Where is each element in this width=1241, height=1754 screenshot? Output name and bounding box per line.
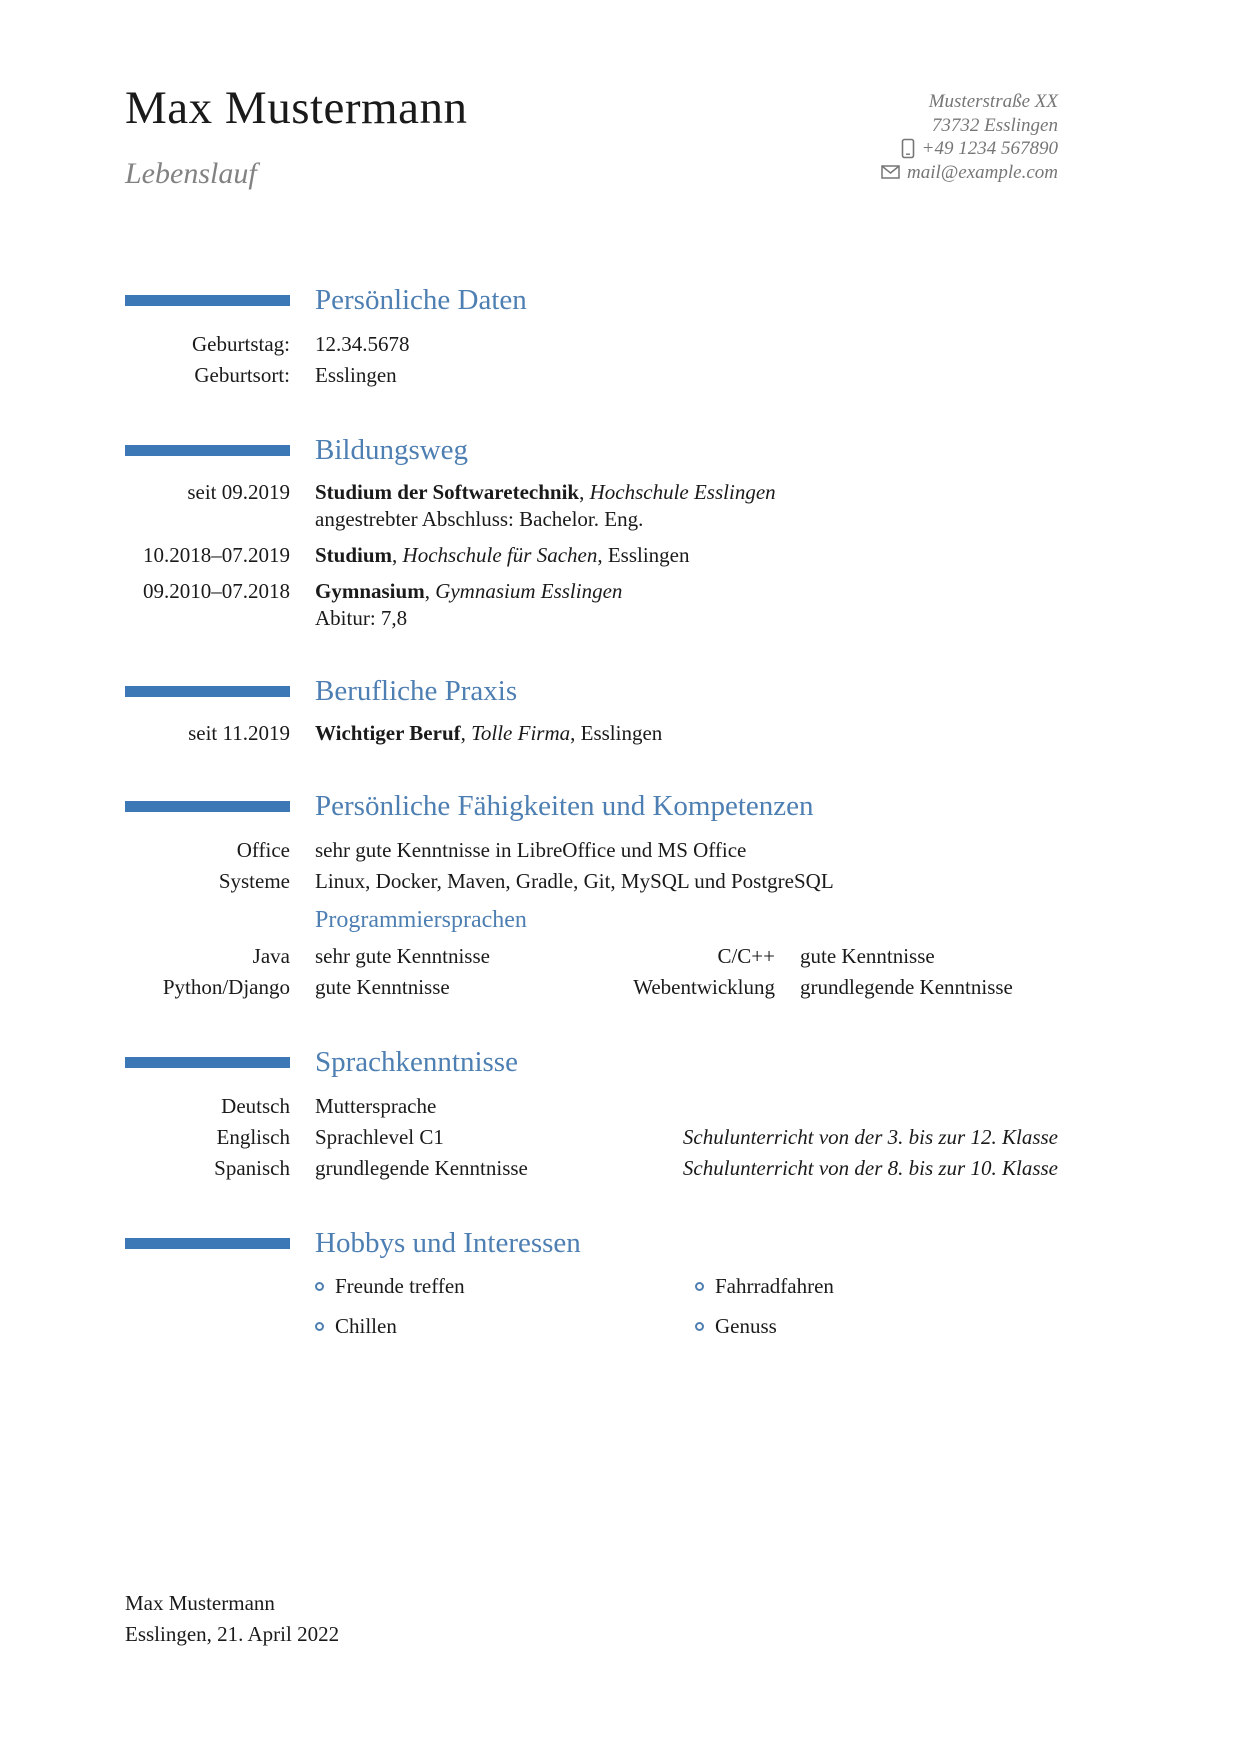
entry-sep: ,	[597, 543, 608, 568]
section-bar	[125, 1057, 290, 1068]
section-title: Berufliche Praxis	[315, 675, 518, 708]
circle-bullet-icon	[695, 1322, 704, 1331]
section-bar	[125, 686, 290, 697]
language-name: Spanisch	[214, 1156, 290, 1181]
section-header-personal	[125, 283, 1058, 317]
entry-date: 09.2010–07.2018	[143, 579, 290, 604]
entry-sep: ,	[570, 721, 581, 746]
circle-bullet-icon	[695, 1282, 704, 1291]
entry-title: Wichtiger Beruf	[315, 721, 461, 746]
hobby-item	[695, 1312, 1058, 1341]
entry-organisation: Gymnasium Esslingen	[435, 579, 623, 604]
row-value: sehr gute Kenntnisse in LibreOffice und MS Office	[315, 838, 747, 863]
skill-level: sehr gute Kenntnisse	[315, 944, 490, 969]
entry-sep: ,	[579, 480, 590, 505]
education-entry	[125, 578, 1058, 632]
section-bar	[125, 445, 290, 456]
contact-address-line1: Musterstraße XX	[928, 91, 1058, 112]
contact-address-line2: 73732 Esslingen	[931, 114, 1058, 136]
language-note: Schulunterricht von der 8. bis zur 10. Klasse	[682, 1156, 1058, 1181]
entry-note: angestrebter Abschluss: Bachelor. Eng.	[315, 507, 644, 532]
entry-heading	[315, 479, 1058, 506]
row-label: Geburtsort:	[194, 363, 290, 388]
skill-label: C/C++	[717, 944, 775, 969]
row-value: Linux, Docker, Maven, Gradle, Git, MySQL und PostgreSQL	[315, 869, 834, 894]
entry-organisation: Tolle Firma	[471, 721, 571, 746]
language-level: Muttersprache	[315, 1094, 437, 1119]
section-work	[125, 674, 1058, 747]
signature-place-date: Esslingen, 21. April 2022	[125, 1622, 340, 1646]
hobby-label: Genuss	[715, 1314, 777, 1339]
row-label: Systeme	[218, 869, 290, 894]
section-bar	[125, 801, 290, 812]
entry-sep: ,	[424, 579, 436, 604]
entry-organisation: Hochschule Esslingen	[589, 480, 776, 505]
hobby-label: Chillen	[335, 1314, 397, 1339]
row-label: Office	[236, 838, 290, 863]
signature-block	[125, 1588, 339, 1650]
phone-icon	[901, 138, 915, 159]
entry-body	[315, 578, 1058, 632]
entry-note: Abitur: 7,8	[315, 606, 408, 631]
contact-phone: +49 1234 567890	[921, 138, 1058, 159]
entry-location: Esslingen	[607, 543, 690, 568]
section-title: Persönliche Fähigkeiten und Kompetenzen	[315, 790, 814, 823]
section-languages	[125, 1045, 1058, 1184]
hobby-list	[315, 1272, 1058, 1341]
section-title: Hobbys und Interessen	[315, 1227, 581, 1260]
entry-organisation: Hochschule für Sachen	[402, 543, 598, 568]
entry-title: Studium der Softwaretechnik	[315, 480, 580, 505]
entry-date: seit 09.2019	[187, 480, 290, 505]
skill-level: gute Kenntnisse	[800, 944, 935, 969]
header-left	[125, 84, 467, 191]
section-bar	[125, 1238, 290, 1249]
entry-heading	[315, 542, 1058, 569]
circle-bullet-icon	[315, 1322, 324, 1331]
hobby-item	[695, 1272, 1058, 1301]
programming-skills-grid	[125, 941, 1058, 1003]
skill-label: Java	[252, 944, 290, 969]
header	[125, 84, 1058, 191]
hobby-item	[315, 1312, 695, 1341]
language-name: Deutsch	[221, 1094, 290, 1119]
entry-date: 10.2018–07.2019	[143, 543, 290, 568]
hobby-item	[315, 1272, 695, 1301]
work-entry	[125, 720, 1058, 747]
section-bar	[125, 295, 290, 306]
subsection-title-programming: Programmiersprachen	[315, 907, 527, 934]
hobby-label: Freunde treffen	[335, 1274, 465, 1299]
language-note	[670, 1091, 1058, 1122]
row-value: Esslingen	[315, 363, 397, 388]
section-header-work	[125, 674, 1058, 708]
section-title: Persönliche Daten	[315, 284, 527, 317]
entry-location: Esslingen	[580, 721, 663, 746]
section-personal	[125, 283, 1058, 391]
language-rows	[125, 1091, 1058, 1184]
section-title: Sprachkenntnisse	[315, 1046, 518, 1079]
entry-heading	[315, 578, 1058, 605]
contact-email: mail@example.com	[907, 161, 1058, 183]
entry-body	[315, 720, 1058, 747]
skills-rows	[125, 835, 1058, 897]
section-header-hobbies	[125, 1226, 1058, 1260]
skill-label: Webentwicklung	[633, 975, 775, 1000]
education-entry	[125, 479, 1058, 533]
contact-block	[881, 90, 1058, 184]
contact-phone-line	[881, 137, 1058, 161]
section-skills	[125, 789, 1058, 1003]
entry-sep: ,	[460, 721, 472, 746]
row-label: Geburtstag:	[192, 332, 290, 357]
section-education	[125, 433, 1058, 632]
language-note: Schulunterricht von der 3. bis zur 12. Klasse	[682, 1125, 1058, 1150]
mail-icon	[881, 165, 900, 179]
entry-date: seit 11.2019	[188, 721, 290, 746]
skill-level: gute Kenntnisse	[315, 975, 450, 1000]
skill-level: grundlegende Kenntnisse	[800, 975, 1013, 1000]
entry-body	[315, 479, 1058, 533]
contact-email-line	[881, 161, 1058, 185]
section-hobbies	[125, 1226, 1058, 1341]
person-name: Max Mustermann	[125, 82, 468, 134]
entry-title: Gymnasium	[315, 579, 425, 604]
signature-name: Max Mustermann	[125, 1591, 275, 1615]
section-header-education	[125, 433, 1058, 467]
entry-sep: ,	[392, 543, 403, 568]
document-subtitle: Lebenslauf	[125, 157, 257, 191]
language-level: Sprachlevel C1	[315, 1125, 444, 1150]
row-value: 12.34.5678	[315, 332, 410, 357]
entry-heading	[315, 720, 1058, 747]
circle-bullet-icon	[315, 1282, 324, 1291]
education-entry	[125, 542, 1058, 569]
section-header-languages	[125, 1045, 1058, 1079]
skill-label: Python/Django	[162, 975, 290, 1000]
section-title: Bildungsweg	[315, 434, 469, 467]
entry-body	[315, 542, 1058, 569]
hobby-label: Fahrradfahren	[715, 1274, 834, 1299]
language-level: grundlegende Kenntnisse	[315, 1156, 528, 1181]
personal-rows	[125, 329, 1058, 391]
language-name: Englisch	[216, 1125, 290, 1150]
entry-title: Studium	[315, 543, 393, 568]
section-header-skills	[125, 789, 1058, 823]
